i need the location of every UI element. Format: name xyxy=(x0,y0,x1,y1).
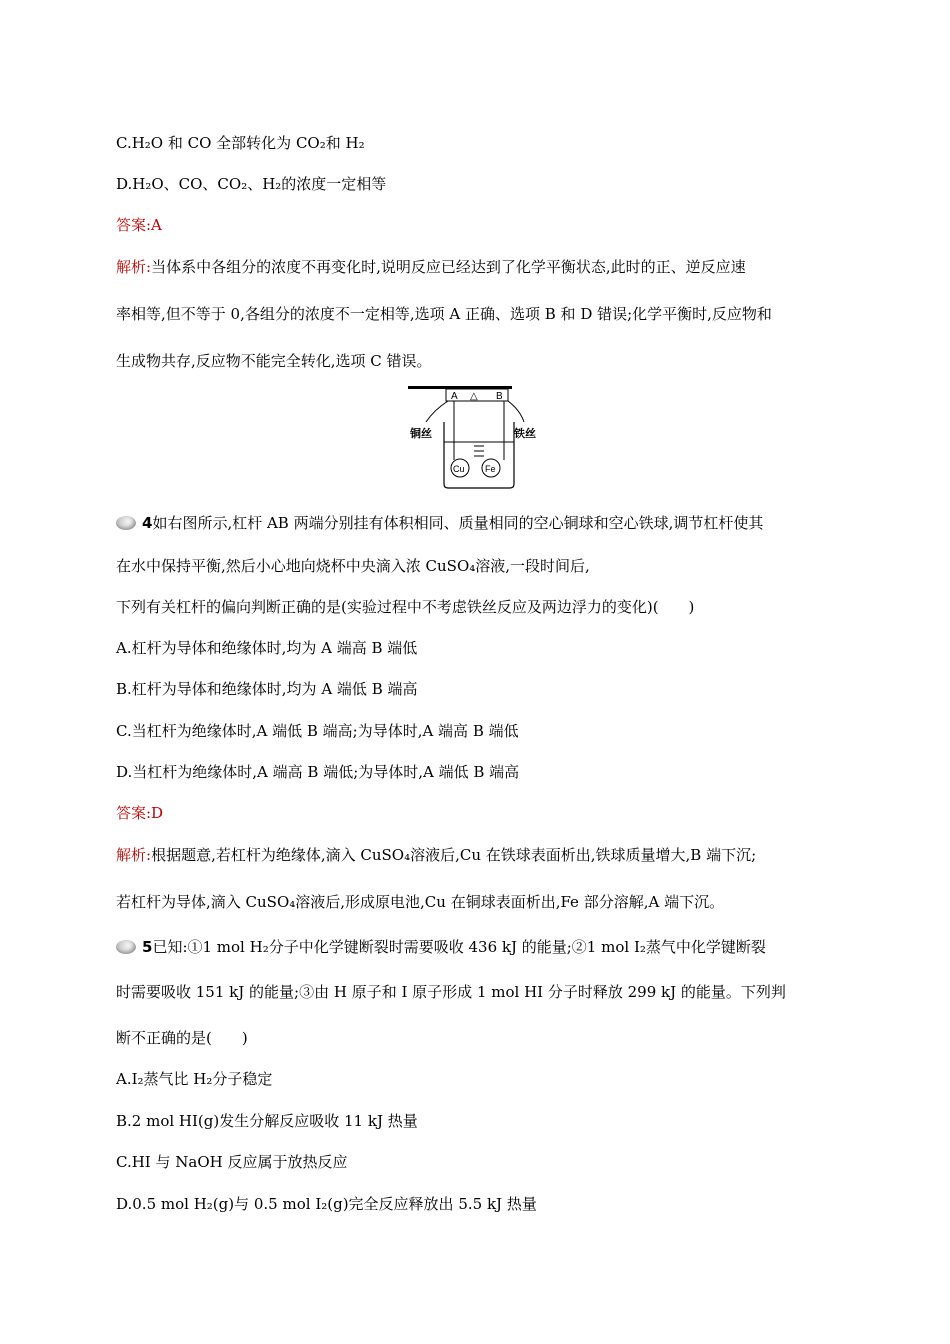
q4-analysis-line2: 若杠杆为导体,滴入 CuSO₄溶液后,形成原电池,Cu 在铜球表面析出,Fe 部分溶解,A 端下沉。 xyxy=(116,893,725,911)
q4-stem-line2: 在水中保持平衡,然后小心地向烧杯中央滴入浓 CuSO₄溶液,一段时间后, xyxy=(116,557,590,575)
prev-analysis-line2: 率相等,但不等于 0,各组分的浓度不一定相等,选项 A 正确、选项 B 和 D 错误;化学平衡时,反应物和 xyxy=(116,305,772,323)
q4-option-c: C.当杠杆为绝缘体时,A 端低 B 端高;为导体时,A 端高 B 端低 xyxy=(116,722,519,740)
q4-analysis-line1 xyxy=(116,845,756,865)
q4-answer: 答案:D xyxy=(116,804,164,822)
q5-stem-line1 xyxy=(116,937,766,957)
analysis-text: 根据题意,若杠杆为绝缘体,滴入 CuSO₄溶液后,Cu 在铁球表面析出,铁球质量增大,B 端下沉; xyxy=(151,846,757,864)
figure-cu-label: Cu xyxy=(453,464,465,474)
q4-option-d: D.当杠杆为绝缘体时,A 端高 B 端低;为导体时,A 端低 B 端高 xyxy=(116,763,520,781)
q4-number: 4 xyxy=(142,514,153,532)
q5-stem-text: 已知:①1 mol H₂分子中化学键断裂时需要吸收 436 kJ 的能量;②1 mol I₂蒸气中化学键断裂 xyxy=(152,938,766,956)
q5-option-a: A.I₂蒸气比 H₂分子稳定 xyxy=(116,1070,273,1088)
prev-option-d: D.H₂O、CO、CO₂、H₂的浓度一定相等 xyxy=(116,175,387,193)
figure-iron-wire-label: 铁丝 xyxy=(514,427,536,440)
analysis-text: 当体系中各组分的浓度不再变化时,说明反应已经达到了化学平衡状态,此时的正、逆反应速 xyxy=(151,258,746,276)
q5-stem-line3: 断不正确的是( ) xyxy=(116,1029,248,1047)
question-marker-icon xyxy=(116,940,136,954)
figure-copper-wire-label: 铜丝 xyxy=(410,427,432,440)
figure-label-b: B xyxy=(496,391,503,402)
figure-label-a: A xyxy=(451,391,458,402)
q5-stem-line2: 时需要吸收 151 kJ 的能量;③由 H 原子和 I 原子形成 1 mol HI 分子时释放 299 kJ 的能量。下列判 xyxy=(116,983,786,1001)
q4-stem-line1 xyxy=(116,513,763,533)
q5-option-b: B.2 mol HI(g)发生分解反应吸收 11 kJ 热量 xyxy=(116,1112,418,1130)
prev-analysis-line1 xyxy=(116,257,746,277)
q4-option-a: A.杠杆为导体和绝缘体时,均为 A 端高 B 端低 xyxy=(116,639,418,657)
figure-label-triangle: △ xyxy=(470,391,478,402)
lever-beaker-figure xyxy=(404,380,544,490)
q5-option-d: D.0.5 mol H₂(g)与 0.5 mol I₂(g)完全反应释放出 5.5 kJ 热量 xyxy=(116,1195,537,1213)
prev-option-c: C.H₂O 和 CO 全部转化为 CO₂和 H₂ xyxy=(116,134,365,152)
prev-answer: 答案:A xyxy=(116,216,162,234)
figure-fe-label: Fe xyxy=(485,464,496,474)
analysis-label: 解析: xyxy=(116,846,152,864)
q5-number: 5 xyxy=(142,938,153,956)
q4-stem-text: 如右图所示,杠杆 AB 两端分别挂有体积相同、质量相同的空心铜球和空心铁球,调节杠杆使其 xyxy=(152,514,764,532)
question-marker-icon xyxy=(116,516,136,530)
prev-analysis-line3: 生成物共存,反应物不能完全转化,选项 C 错误。 xyxy=(116,352,432,370)
q4-stem-line3: 下列有关杠杆的偏向判断正确的是(实验过程中不考虑铁丝反应及两边浮力的变化)( ) xyxy=(116,598,695,616)
q4-option-b: B.杠杆为导体和绝缘体时,均为 A 端低 B 端高 xyxy=(116,680,418,698)
q5-option-c: C.HI 与 NaOH 反应属于放热反应 xyxy=(116,1153,348,1171)
analysis-label: 解析: xyxy=(116,258,152,276)
